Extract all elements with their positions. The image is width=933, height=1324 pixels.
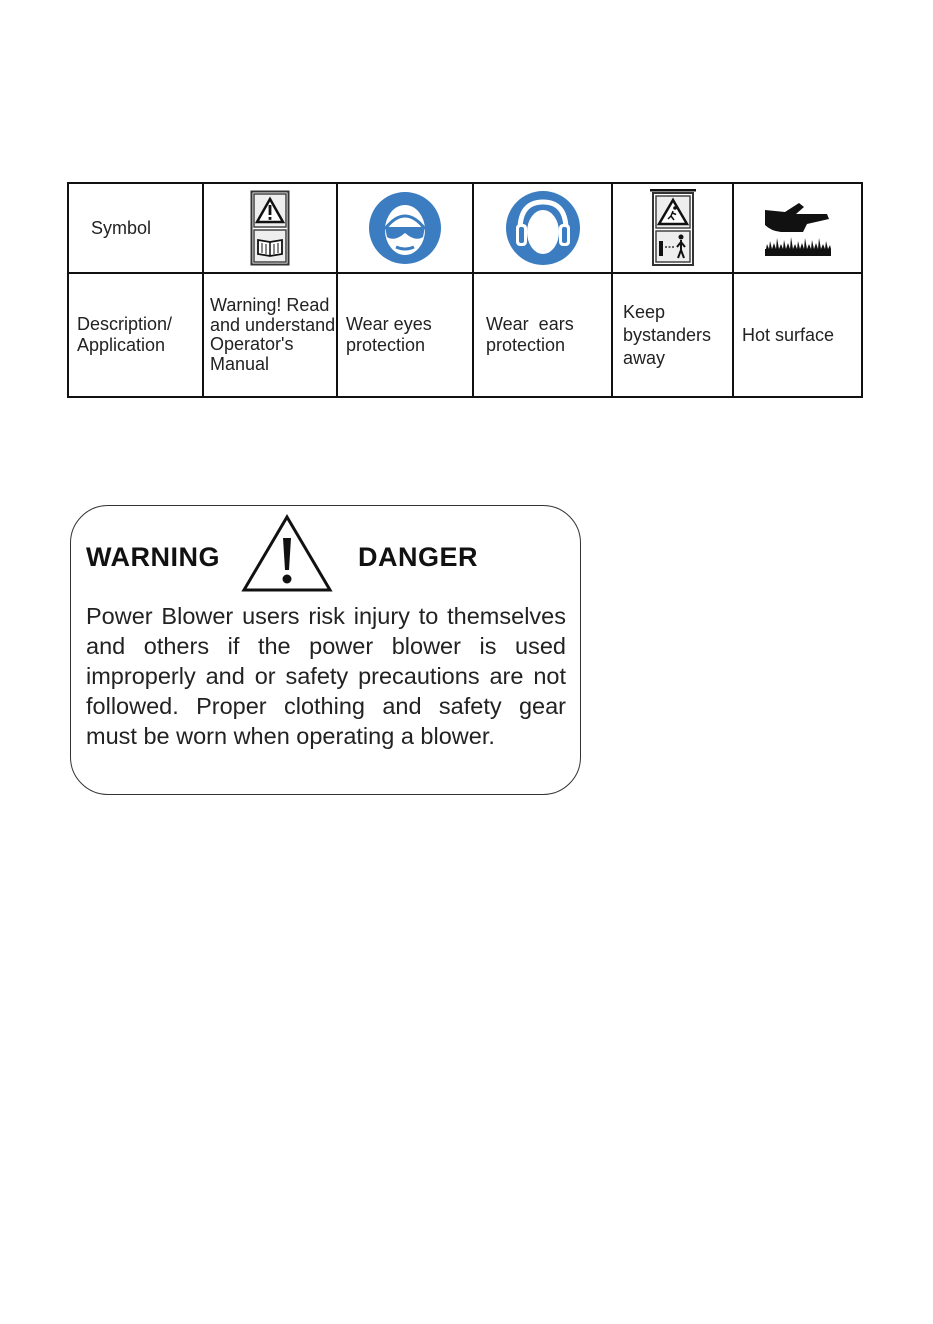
- symbol-cell-hot-surface: [733, 183, 862, 273]
- danger-label: DANGER: [358, 542, 479, 572]
- symbol-cell-read-manual: [203, 183, 337, 273]
- description-keep-bystanders: Keep bystanders away: [612, 273, 733, 397]
- warning-label: WARNING: [86, 542, 220, 572]
- hot-surface-icon: [763, 198, 833, 258]
- keep-bystanders-away-icon: [650, 189, 696, 267]
- symbol-cell-keep-bystanders: [612, 183, 733, 273]
- eye-protection-icon: [368, 191, 442, 265]
- safety-symbols-table: [67, 182, 863, 398]
- symbol-header: Symbol: [68, 183, 203, 273]
- description-ear-protection: Wear ears protection: [473, 273, 612, 397]
- warning-danger-box: [70, 505, 581, 795]
- description-read-manual: Warning! Read and understand Operator's Manual: [203, 273, 337, 397]
- symbol-row: [68, 183, 862, 273]
- description-header: Description/ Application: [68, 273, 203, 397]
- description-eye-protection: Wear eyes protection: [337, 273, 473, 397]
- warning-read-manual-icon: [250, 190, 290, 266]
- ear-protection-icon: [505, 190, 581, 266]
- warning-message: Power Blower users risk injury to themselves and others if the power blower is used improperly and or safety precautions are not followed. Proper clothing and safety gear must be worn when operating a blower.: [86, 603, 566, 749]
- description-row: [68, 273, 862, 397]
- warning-triangle-icon: [241, 513, 333, 593]
- symbol-cell-ear-protection: [473, 183, 612, 273]
- description-hot-surface: Hot surface: [733, 273, 862, 397]
- symbol-cell-eye-protection: [337, 183, 473, 273]
